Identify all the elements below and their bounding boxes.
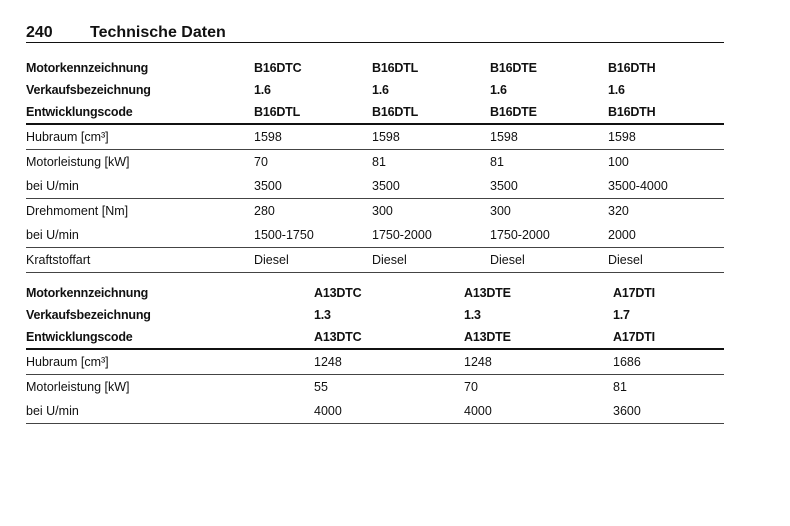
engine-spec-table-a13-a17 <box>26 282 724 424</box>
header-cell: 1.6 <box>254 83 271 97</box>
header-cell: 1.7 <box>613 308 630 322</box>
table-cell: Diesel <box>490 248 608 273</box>
table-cell: 70 <box>254 155 268 169</box>
header-cell: B16DTL <box>372 61 419 75</box>
row-label: Drehmoment [Nm] <box>26 204 129 218</box>
row-label: bei U/min <box>26 223 254 248</box>
page-number: 240 <box>26 24 53 41</box>
table-row-torque-rpm <box>26 223 724 248</box>
table-cell: Diesel <box>372 248 490 273</box>
table-header-row-development-code <box>26 101 724 124</box>
table-cell: 2000 <box>608 223 724 248</box>
row-label: Motorleistung [kW] <box>26 380 130 394</box>
header-cell: 1.6 <box>372 83 389 97</box>
table-row-power-rpm <box>26 174 724 199</box>
header-cell: A13DTC <box>314 326 464 349</box>
table-cell: Diesel <box>254 248 372 273</box>
table-cell: 100 <box>608 155 629 169</box>
table-cell: 3600 <box>613 399 724 424</box>
table-cell: 1248 <box>464 349 613 375</box>
table-row-torque <box>26 199 724 224</box>
header-cell: B16DTH <box>608 101 724 124</box>
table-row-power <box>26 150 724 175</box>
table-cell: 300 <box>490 204 511 218</box>
row-label: Motorkennzeichnung <box>26 61 149 75</box>
table-header-row-sales-name <box>26 304 724 326</box>
table-cell: 4000 <box>314 399 464 424</box>
table-header-row-development-code <box>26 326 724 349</box>
table-cell: 55 <box>314 380 328 394</box>
table-cell: 1750-2000 <box>490 223 608 248</box>
table-row-power <box>26 375 724 400</box>
header-cell: 1.3 <box>464 308 481 322</box>
table-cell: 280 <box>254 204 275 218</box>
row-label: Verkaufsbezeichnung <box>26 308 151 322</box>
engine-spec-table-b16 <box>26 57 724 273</box>
table-cell: 320 <box>608 204 629 218</box>
header-cell: A17DTI <box>613 326 724 349</box>
header-cell: B16DTH <box>608 61 656 75</box>
row-label: Hubraum [cm³] <box>26 124 254 150</box>
header-cell: A13DTE <box>464 326 613 349</box>
page-header <box>26 22 724 43</box>
row-label: Motorkennzeichnung <box>26 286 149 300</box>
table-cell: 3500 <box>490 174 608 199</box>
table-row-displacement <box>26 349 724 375</box>
row-label: Verkaufsbezeichnung <box>26 83 151 97</box>
table-cell: 81 <box>490 155 504 169</box>
header-cell: A13DTE <box>464 286 511 300</box>
row-label: Motorleistung [kW] <box>26 155 130 169</box>
table-cell: 81 <box>613 380 627 394</box>
table-row-fuel-type <box>26 248 724 273</box>
row-label: bei U/min <box>26 174 254 199</box>
table-cell: 1750-2000 <box>372 223 490 248</box>
header-cell: A13DTC <box>314 286 362 300</box>
header-cell: 1.6 <box>490 83 507 97</box>
table-cell: 300 <box>372 204 393 218</box>
table-cell: 3500-4000 <box>608 174 724 199</box>
table-cell: 1686 <box>613 349 724 375</box>
header-cell: 1.3 <box>314 308 331 322</box>
table-cell: 1598 <box>608 124 724 150</box>
table-cell: 1598 <box>254 124 372 150</box>
table-header-row-engine-code <box>26 282 724 304</box>
table-header-row-sales-name <box>26 79 724 101</box>
table-cell: 70 <box>464 380 478 394</box>
row-label: Kraftstoffart <box>26 248 254 273</box>
header-cell: B16DTL <box>254 101 372 124</box>
header-cell: A17DTI <box>613 286 655 300</box>
row-label: Entwicklungscode <box>26 101 254 124</box>
table-row-power-rpm <box>26 399 724 424</box>
table-cell: 1500-1750 <box>254 223 372 248</box>
table-header-row-engine-code <box>26 57 724 79</box>
row-label: bei U/min <box>26 399 314 424</box>
header-cell: 1.6 <box>608 83 625 97</box>
table-cell: 81 <box>372 155 386 169</box>
table-cell: Diesel <box>608 248 724 273</box>
table-cell: 1248 <box>314 349 464 375</box>
table-cell: 1598 <box>490 124 608 150</box>
table-cell: 1598 <box>372 124 490 150</box>
header-cell: B16DTC <box>254 61 302 75</box>
page-title: Technische Daten <box>90 24 226 41</box>
row-label: Hubraum [cm³] <box>26 349 314 375</box>
table-row-displacement <box>26 124 724 150</box>
table-cell: 3500 <box>372 174 490 199</box>
table-cell: 4000 <box>464 399 613 424</box>
header-cell: B16DTL <box>372 101 490 124</box>
header-cell: B16DTE <box>490 101 608 124</box>
row-label: Entwicklungscode <box>26 326 314 349</box>
table-cell: 3500 <box>254 174 372 199</box>
header-cell: B16DTE <box>490 61 537 75</box>
